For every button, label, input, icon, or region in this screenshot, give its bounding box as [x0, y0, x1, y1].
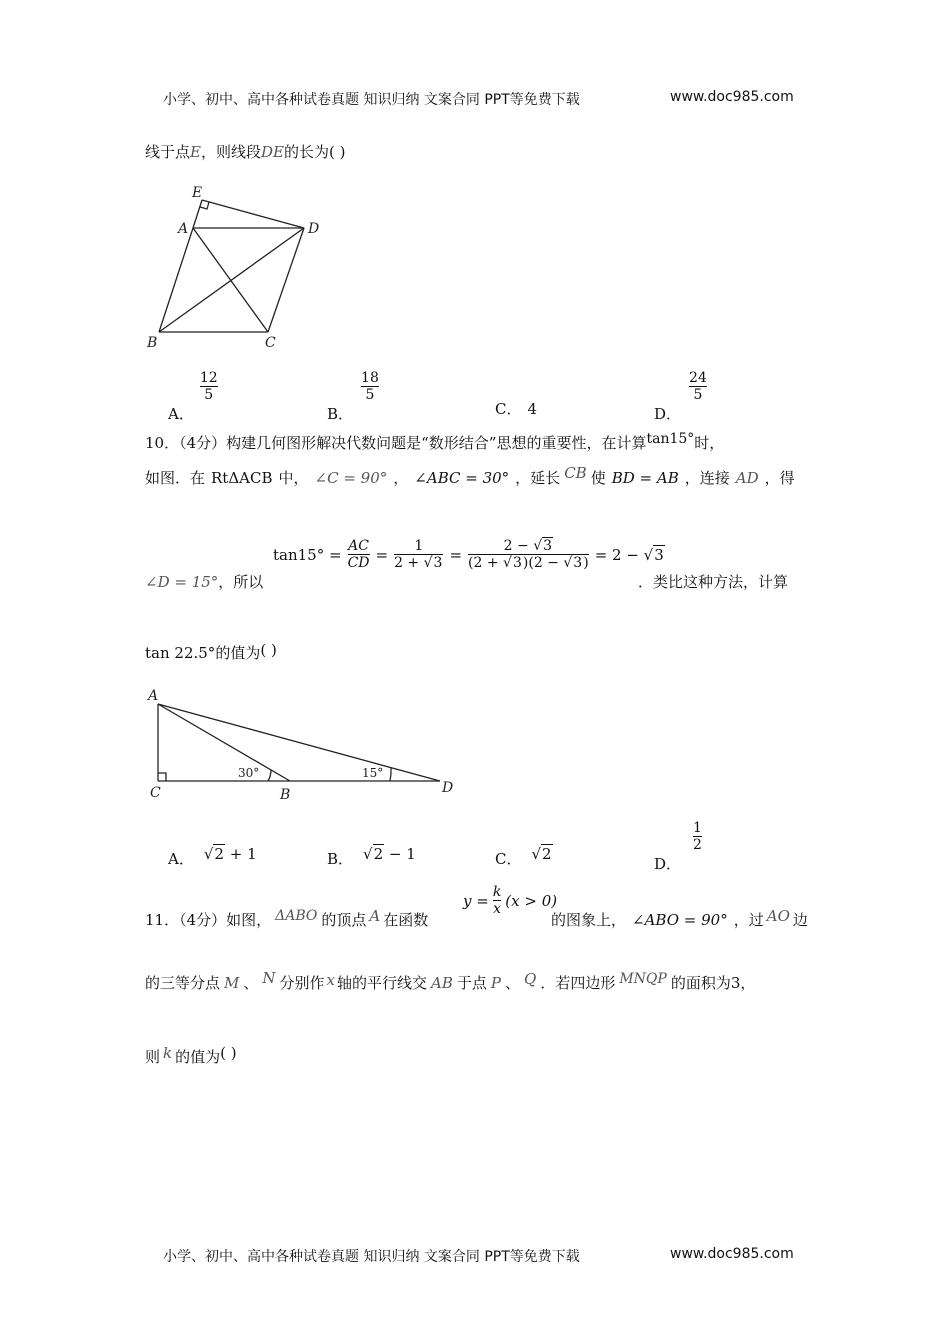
q10-option-a-rad: 2: [214, 845, 224, 863]
q9-edge-ba: [159, 228, 193, 332]
q10-option-a-value: √2 + 1: [203, 845, 257, 863]
q10-text-l2b: 中，: [278, 469, 309, 487]
q11-function-cond: (x > 0): [505, 891, 558, 910]
q9-option-c[interactable]: [495, 398, 537, 419]
q11-stem-line-3: [145, 1044, 237, 1067]
q10-angle-d: ∠D = 15°: [145, 573, 219, 591]
q10-label-angle-15: 15°: [362, 766, 384, 780]
q10-formula-den2-root2: 3: [573, 555, 583, 571]
q10-text-l2f: ，连接: [684, 469, 730, 487]
q11-text-4: 的图象上，: [551, 911, 627, 929]
q10-text-l3b-line: [638, 572, 788, 592]
q9-text-b: ，则线段: [200, 143, 261, 161]
q9-option-b-fraction: [361, 370, 379, 403]
q10-stem-line-1: [145, 433, 724, 454]
q9-option-d-label: D．: [654, 404, 682, 423]
q10-text-l4: 的值为: [215, 644, 261, 662]
q10-edge-ad: [158, 704, 440, 781]
q9-option-b[interactable]: [327, 370, 379, 423]
q11-function-y: y =: [463, 891, 489, 910]
q11-function: [463, 884, 557, 917]
q9-option-d-fraction: [689, 370, 707, 403]
q11-text-l2b: 、: [243, 974, 259, 992]
q11-axis-x: x: [326, 971, 335, 989]
q10-formula-num2-root: 3: [543, 538, 553, 554]
q10-formula-num2-a: 2 −: [503, 538, 529, 554]
q10-bd-equals-ab: BD = AB: [611, 469, 679, 487]
q10-text-l2e: 使: [590, 469, 606, 487]
q9-option-a-num: 12: [199, 370, 218, 386]
q10-option-a-tail: + 1: [229, 845, 257, 863]
q9-option-a-fraction: [200, 370, 218, 403]
q11-text-l2f: 、: [504, 974, 520, 992]
q10-text-l2d: ，延长: [515, 469, 561, 487]
q11-stem-line-1b: [551, 907, 808, 930]
q11-quad-mnqp: MNQP: [619, 971, 667, 987]
q11-text-l2d: 轴的平行线交: [337, 974, 428, 992]
q10-figure: [140, 682, 470, 807]
q10-formula-den1-a: 2 +: [394, 555, 420, 571]
q10-text-l2a: 如图．在: [145, 469, 206, 487]
q10-right-angle-mark: [158, 773, 166, 781]
q9-segment-de: DE: [260, 143, 284, 161]
q11-point-q: Q: [524, 970, 537, 988]
q10-text-l3a: ，所以: [218, 573, 264, 591]
q9-stem-line: [145, 142, 345, 162]
q10-angle-d-line: [145, 572, 263, 592]
q9-option-a-label: A．: [168, 404, 194, 423]
q10-option-b[interactable]: [327, 845, 416, 869]
q10-formula-result: = 2 − √3: [594, 545, 664, 564]
q9-label-a: A: [178, 221, 189, 237]
q9-option-c-value: 4: [527, 400, 538, 418]
q9-option-a-den: 5: [204, 387, 214, 403]
q10-option-a[interactable]: [168, 845, 257, 869]
q10-option-b-rad: 2: [373, 845, 384, 863]
q10-label-angle-30: 30°: [238, 766, 260, 780]
q10-option-d-num: 1: [693, 820, 702, 836]
q10-score: （4分）: [179, 434, 227, 452]
q11-stem-line-1: [145, 907, 429, 931]
q11-text-5: ，过: [733, 911, 764, 929]
q10-formula-result-root: 3: [654, 545, 664, 564]
q11-function-k: k: [492, 884, 502, 900]
q11-text-6: 边: [792, 911, 808, 929]
q9-point-e: E: [190, 143, 201, 161]
q11-text-l2e: 于点: [456, 974, 487, 992]
q9-option-d-den: 5: [693, 387, 703, 403]
footer-site-link[interactable]: www.doc985.com: [670, 1246, 794, 1262]
q10-angle-c: ∠C = 90°: [314, 469, 388, 487]
q10-option-d-den: 2: [693, 837, 702, 853]
q10-text-l2c: ，: [393, 469, 409, 487]
q9-label-b: B: [147, 335, 158, 351]
q9-text-c: 的长为: [283, 143, 329, 161]
q9-option-b-label: B．: [327, 404, 354, 423]
q10-formula-den2-c: ): [583, 555, 589, 571]
q11-text-l3a: 则: [145, 1048, 161, 1066]
q9-diagonal-bd: [159, 228, 304, 332]
q11-function-x: x: [493, 901, 501, 917]
q11-function-frac: [493, 884, 501, 917]
q10-formula-eq-1: =: [375, 545, 389, 564]
q9-label-c: C: [265, 335, 276, 351]
q10-formula-num2: 2 − √3: [503, 538, 553, 554]
q11-segment-ao: AO: [766, 907, 790, 925]
q10-option-c-value: √2: [531, 845, 552, 863]
q11-point-m: M: [224, 974, 240, 992]
q10-stem-line-4: [145, 643, 277, 663]
q9-label-d: D: [308, 221, 320, 237]
q10-option-d-label: D．: [654, 854, 682, 873]
q9-option-b-num: 18: [361, 370, 379, 386]
q10-option-d-fraction: [693, 820, 702, 853]
q10-option-c-label: C．: [495, 850, 522, 868]
q10-formula-result-a: = 2 −: [594, 545, 639, 564]
q10-formula-frac-2: [468, 538, 589, 571]
q11-k: k: [163, 1044, 173, 1062]
q10-rt-triangle: RtΔACB: [211, 469, 273, 487]
q9-option-d-num: 24: [689, 370, 707, 386]
q9-extension-be: [193, 200, 202, 228]
q9-answer-paren: ( ): [328, 143, 346, 161]
q10-formula-den2-root1: 3: [512, 555, 522, 571]
q10-option-c-rad: 2: [542, 845, 552, 863]
q11-segment-ab: AB: [431, 974, 453, 992]
q11-text-2: 的顶点: [321, 911, 367, 929]
q10-arc-30: [268, 770, 271, 781]
q11-angle-abo: ∠ABO = 90°: [632, 911, 728, 929]
header-text: 小学、初中、高中各种试卷真题 知识归纳 文案合同 PPT等免费下载: [163, 92, 580, 108]
q9-option-d[interactable]: [654, 370, 707, 423]
q11-text-l2c: 分别作: [279, 974, 325, 992]
q10-formula: [273, 538, 665, 571]
q10-formula-ac: AC: [348, 538, 369, 554]
q10-formula-den1: 2 + √3: [394, 555, 443, 571]
q11-text-l2a: 的三等分点: [145, 974, 221, 992]
q10-option-b-value: √2 − 1: [363, 845, 416, 863]
q10-option-d[interactable]: [654, 820, 702, 873]
q11-stem-line-2: [145, 969, 756, 994]
q11-point-n: N: [262, 969, 276, 987]
q10-stem-line-2: [145, 464, 795, 488]
q10-label-b: B: [280, 787, 291, 803]
q10-text-l2g: ，得: [764, 469, 795, 487]
q11-text-l2g: ．若四边形: [540, 974, 616, 992]
q10-option-c[interactable]: [495, 845, 553, 869]
q10-formula-lhs: tan15° =: [273, 545, 342, 564]
q10-formula-frac-1: [394, 538, 443, 571]
q10-text-1: 构建几何图形解决代数问题是“数形结合”思想的重要性，在计算: [226, 434, 647, 452]
q10-formula-frac-ac-cd: [348, 538, 370, 571]
q10-tan225: tan 22.5°: [145, 644, 216, 662]
q10-segment-cb: CB: [564, 464, 587, 482]
q11-number: 11．: [145, 911, 180, 929]
q11-text-l2h: 的面积为3，: [670, 974, 756, 992]
q10-segment-ad: AD: [735, 469, 759, 487]
q10-formula-eq-2: =: [449, 545, 463, 564]
q10-text-2: 时，: [694, 434, 725, 452]
q11-text-3: 在函数: [383, 911, 429, 929]
q9-label-e: E: [192, 185, 203, 201]
q10-number: 10．: [145, 434, 180, 452]
q10-formula-den2-b: )(2 −: [522, 555, 559, 571]
q10-option-a-label: A．: [168, 850, 194, 868]
q10-formula-den2: (2 + √3)(2 − √3): [468, 555, 589, 571]
q10-label-d: D: [442, 780, 454, 796]
q11-answer-paren: ( ): [220, 1044, 237, 1062]
q10-tan15: tan15°: [646, 431, 695, 447]
q11-text-l3b: 的值为: [175, 1048, 221, 1066]
q11-point-p: P: [490, 974, 501, 992]
q9-segment-de-line: [202, 200, 304, 228]
q10-text-l3b: ．类比这种方法，计算: [638, 573, 789, 591]
q10-formula-den1-root: 3: [433, 555, 443, 571]
q10-label-a: A: [148, 688, 159, 704]
q10-label-c: C: [150, 785, 161, 801]
q9-option-c-label: C．: [495, 400, 522, 418]
q11-point-a: A: [369, 907, 381, 925]
q10-formula-cd: CD: [347, 555, 370, 571]
q10-angle-abc: ∠ABC = 30°: [414, 469, 510, 487]
q10-arc-15: [390, 768, 391, 781]
q11-triangle-abo: ΔABO: [275, 908, 318, 924]
q9-figure: [140, 180, 340, 355]
header-site-link[interactable]: www.doc985.com: [670, 89, 794, 105]
q10-answer-paren: ( ): [260, 641, 277, 659]
q11-text-1: 如图，: [226, 911, 272, 929]
q9-edge-dc: [268, 228, 304, 332]
q9-text-a: 线于点: [145, 143, 191, 161]
footer-text: 小学、初中、高中各种试卷真题 知识归纳 文案合同 PPT等免费下载: [163, 1249, 580, 1265]
q10-option-b-tail: − 1: [388, 845, 416, 863]
q10-edge-ab: [158, 704, 290, 781]
q9-option-b-den: 5: [365, 387, 375, 403]
q10-option-b-label: B．: [327, 850, 354, 868]
q10-formula-den2-a: (2 +: [468, 555, 499, 571]
q11-score: （4分）: [179, 911, 227, 929]
q10-formula-one: 1: [414, 538, 424, 554]
q9-option-a[interactable]: [168, 370, 218, 423]
